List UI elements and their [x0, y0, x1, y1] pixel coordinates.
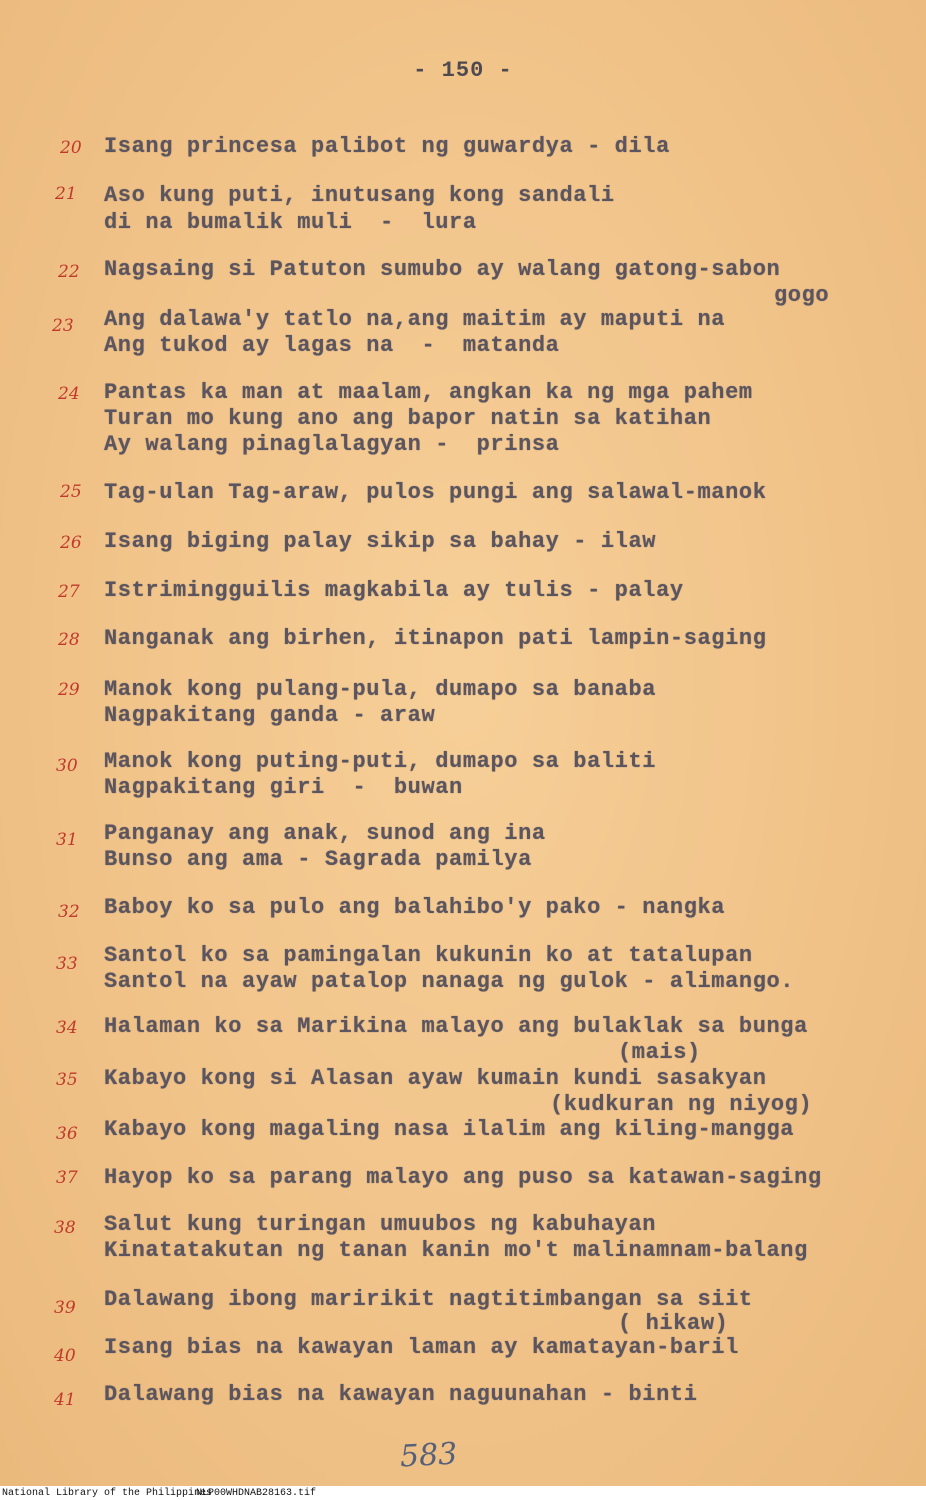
riddle-22-line-1: Nagsaing si Patuton sumubo ay walang gatong-sabon	[104, 257, 781, 282]
riddle-35-line-2: (kudkuran ng niyog)	[550, 1092, 813, 1117]
riddle-34-line-2: (mais)	[618, 1040, 701, 1065]
riddle-number-34: 34	[56, 1018, 78, 1038]
riddle-30-line-1: Manok kong puting-puti, dumapo sa baliti	[104, 749, 657, 774]
riddle-23-line-1: Ang dalawa'y tatlo na,ang maitim ay maputi na	[104, 307, 726, 332]
riddle-41-line-1: Dalawang bias na kawayan naguunahan - binti	[104, 1382, 698, 1407]
riddle-39-line-2: ( hikaw)	[618, 1311, 729, 1336]
riddle-26-line-1: Isang biging palay sikip sa bahay - ilaw	[104, 529, 657, 554]
riddle-number-27: 27	[58, 582, 80, 602]
riddle-24-line-2: Turan mo kung ano ang bapor natin sa katihan	[104, 406, 712, 431]
riddle-31-line-2: Bunso ang ama - Sagrada pamilya	[104, 847, 532, 872]
riddle-number-28: 28	[58, 630, 80, 650]
riddle-number-35: 35	[56, 1070, 78, 1090]
footer-library-name: National Library of the Philippines	[2, 1488, 213, 1499]
riddle-38-line-1: Salut kung turingan umuubos ng kabuhayan	[104, 1212, 657, 1237]
riddle-33-line-1: Santol ko sa pamingalan kukunin ko at tatalupan	[104, 943, 753, 968]
riddle-number-32: 32	[58, 902, 80, 922]
riddle-number-22: 22	[58, 262, 80, 282]
footer-bar	[0, 1486, 926, 1500]
riddle-34-line-1: Halaman ko sa Marikina malayo ang bulaklak sa bunga	[104, 1014, 808, 1039]
riddle-29-line-1: Manok kong pulang-pula, dumapo sa banaba	[104, 677, 657, 702]
riddle-22-line-2: gogo	[774, 283, 830, 308]
riddle-number-33: 33	[56, 954, 78, 974]
riddle-20-line-1: Isang princesa palibot ng guwardya - dila	[104, 134, 670, 159]
riddle-35-line-1: Kabayo kong si Alasan ayaw kumain kundi sasakyan	[104, 1066, 767, 1091]
riddle-number-31: 31	[56, 830, 78, 850]
riddle-21-line-2: di na bumalik muli - lura	[104, 210, 477, 235]
riddle-number-20: 20	[60, 138, 82, 158]
riddle-30-line-2: Nagpakitang giri - buwan	[104, 775, 463, 800]
riddle-number-24: 24	[58, 384, 80, 404]
riddle-number-30: 30	[56, 756, 78, 776]
riddle-number-37: 37	[56, 1168, 78, 1188]
riddle-number-40: 40	[54, 1346, 76, 1366]
riddle-number-23: 23	[52, 316, 74, 336]
riddle-number-38: 38	[54, 1218, 76, 1238]
riddle-31-line-1: Panganay ang anak, sunod ang ina	[104, 821, 546, 846]
riddle-24-line-3: Ay walang pinaglalagyan - prinsa	[104, 432, 560, 457]
riddle-37-line-1: Hayop ko sa parang malayo ang puso sa katawan-saging	[104, 1165, 822, 1190]
riddle-number-25: 25	[60, 482, 82, 502]
riddle-21-line-1: Aso kung puti, inutusang kong sandali	[104, 183, 615, 208]
riddle-number-21: 21	[55, 184, 77, 204]
riddle-38-line-2: Kinatatakutan ng tanan kanin mo't malinamnam-balang	[104, 1238, 808, 1263]
riddle-28-line-1: Nanganak ang birhen, itinapon pati lampin-saging	[104, 626, 767, 651]
riddle-number-41: 41	[54, 1390, 76, 1410]
riddle-number-29: 29	[58, 680, 80, 700]
riddle-32-line-1: Baboy ko sa pulo ang balahibo'y pako - nangka	[104, 895, 726, 920]
riddle-24-line-1: Pantas ka man at maalam, angkan ka ng mga pahem	[104, 380, 753, 405]
handwritten-page-number: 583	[399, 1436, 459, 1475]
riddle-29-line-2: Nagpakitang ganda - araw	[104, 703, 436, 728]
page-number: - 150 -	[413, 58, 513, 83]
riddle-number-36: 36	[56, 1124, 78, 1144]
riddle-number-39: 39	[54, 1298, 76, 1318]
footer-filename: NLP00WHDNAB28163.tif	[196, 1488, 317, 1499]
riddle-number-26: 26	[60, 533, 82, 553]
riddle-40-line-1: Isang bias na kawayan laman ay kamatayan-baril	[104, 1335, 739, 1360]
riddle-25-line-1: Tag-ulan Tag-araw, pulos pungi ang salawal-manok	[104, 480, 767, 505]
riddle-23-line-2: Ang tukod ay lagas na - matanda	[104, 333, 560, 358]
riddle-27-line-1: Istrimingguilis magkabila ay tulis - palay	[104, 578, 684, 603]
riddle-39-line-1: Dalawang ibong maririkit nagtitimbangan sa siit	[104, 1287, 753, 1312]
riddle-33-line-2: Santol na ayaw patalop nanaga ng gulok - alimango.	[104, 969, 795, 994]
riddle-36-line-1: Kabayo kong magaling nasa ilalim ang kiling-mangga	[104, 1117, 795, 1142]
